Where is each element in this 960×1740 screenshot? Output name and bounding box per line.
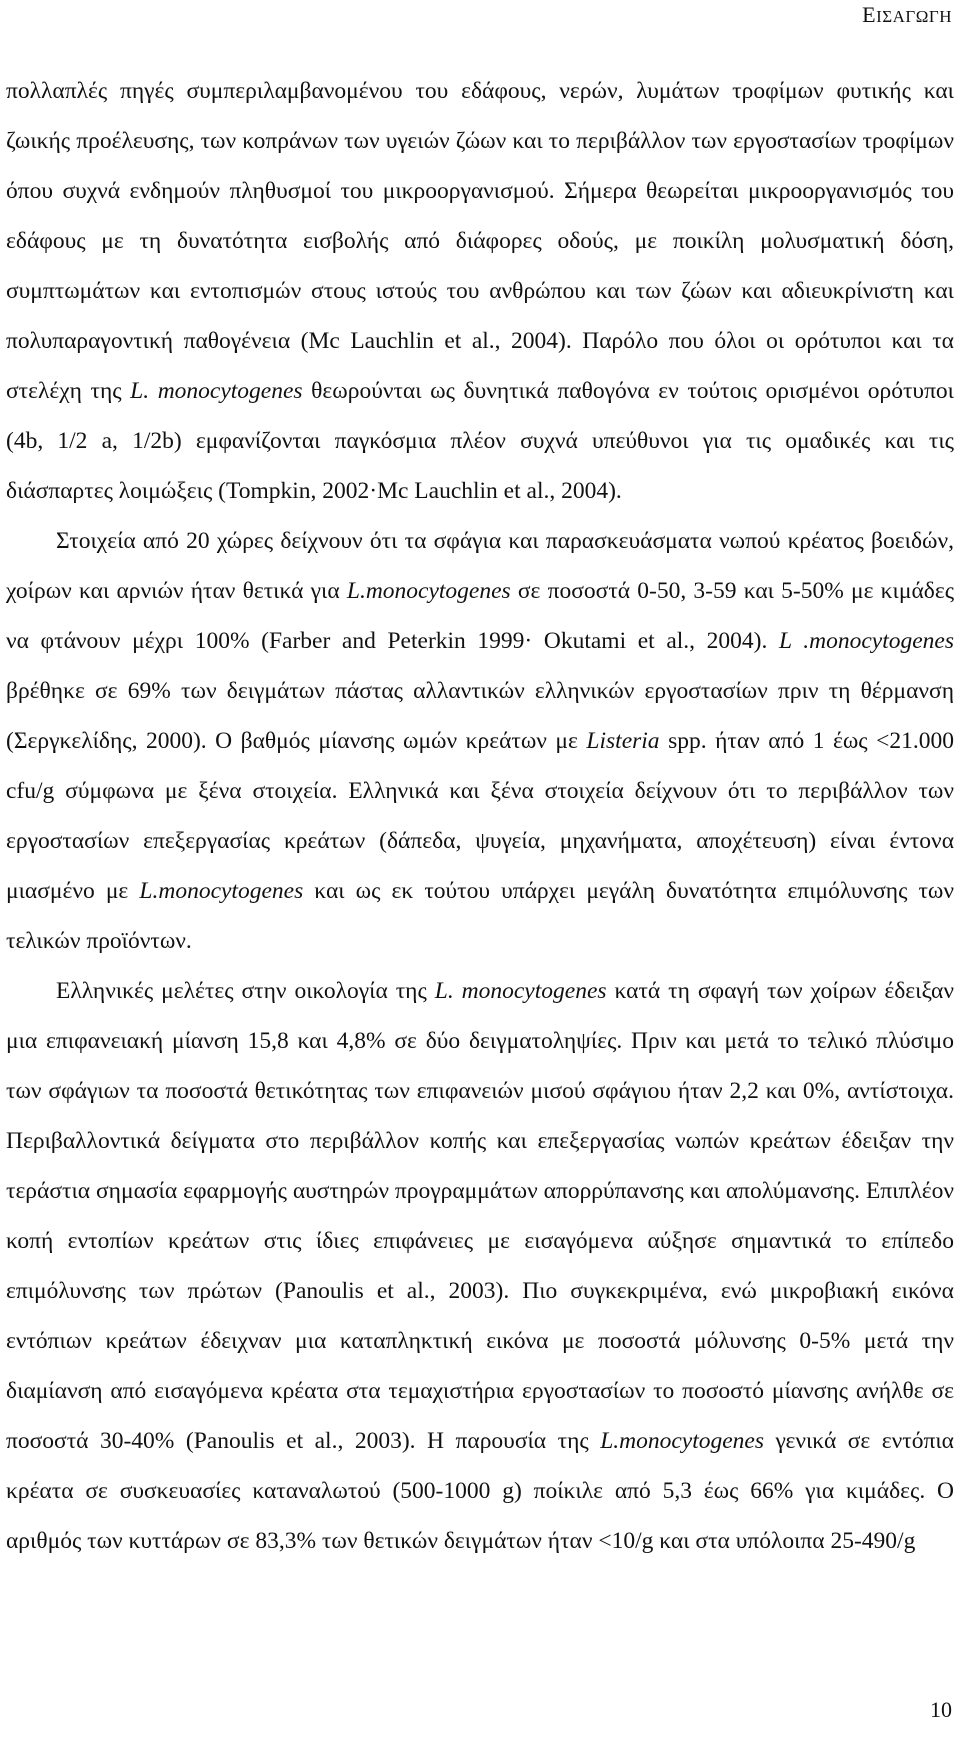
italic-term: L .monocytogenes: [778, 628, 954, 654]
italic-term: L.monocytogenes: [346, 578, 511, 604]
paragraph: [6, 66, 954, 516]
paragraph: [6, 966, 954, 1566]
text-run: σε ποσοστά 0-50, 3-59 και 5-50% με κιμάδες να φτάνουν μέχρι 100% (Farber and Peterkin 1999· Okutami et al., 2004).: [6, 578, 954, 654]
paragraph: [6, 516, 954, 966]
text-run: Στοιχεία από 20 χώρες δείχνουν ότι τα σφάγια και παρασκευάσματα νωπού κρέατος βοειδών, χοίρων και αρνιών ήταν θετικά για: [6, 528, 954, 604]
italic-term: L. monocytogenes: [434, 978, 607, 1004]
text-run: κατά τη σφαγή των χοίρων έδειξαν μια επιφανειακή μίανση 15,8 και 4,8% σε δύο δειγματοληψίες. Πριν και μετά το τελικό πλύσιμο των σφάγιων τα ποσοστά θετικότητας των επιφανειών μισού σφάγιου ήταν 2,2 και 0%, αντίστοιχα. Περιβαλλοντικά δείγματα στο περιβάλλον κοπής και επεξεργασίας νωπών κρεάτων έδειξαν την τεράστια σημασία εφαρμογής αυστηρών προγραμμάτων απορρύπανσης και απολύμανσης. Επιπλέον κοπή εντοπίων κρεάτων στις ίδιες επιφάνειες με εισαγόμενα αύξησε σημαντικά το επίπεδο επιμόλυνσης των πρώτων (Panoulis et al., 2003). Πιο συγκεκριμένα, ενώ μικροβιακή εικόνα εντόπιων κρεάτων έδειχναν μια καταπληκτική εικόνα με ποσοστά μόλυνσης 0-5% μετά την διαμίανση από εισαγόμενα κρέατα στα τεμαχιστήρια εργοστασίων το ποσοστό μίανσης ανήλθε σε ποσοστά 30-40% (Panoulis et al., 2003). Η παρουσία της: [6, 978, 954, 1454]
text-run: και ως εκ τούτου υπάρχει μεγάλη δυνατότητα επιμόλυνσης των τελικών προϊόντων.: [6, 878, 955, 954]
text-run: Ελληνικές μελέτες στην οικολογία της: [56, 978, 435, 1004]
running-header: [862, 2, 952, 28]
italic-term: Listeria: [586, 728, 660, 754]
text-run: θεωρούνται ως δυνητικά παθογόνα εν τούτοις ορισμένοι ορότυποι (4b, 1/2 a, 1/2b) εμφανίζονται παγκόσμια πλέον συχνά υπεύθυνοι για τις ομαδικές και τις διάσπαρτες λοιμώξεις (Tompkin, 2002·Mc Lauchlin et al., 2004).: [6, 378, 955, 504]
running-header-initial: Ε: [862, 2, 877, 27]
italic-term: L. monocytogenes: [130, 378, 303, 404]
text-run: spp. ήταν από 1 έως <21.000 cfu/g σύμφωνα με ξένα στοιχεία. Ελληνικά και ξένα στοιχεία δείχνουν ότι το περιβάλλον των εργοστασίων επεξεργασίας κρεάτων (δάπεδα, ψυγεία, μηχανήματα, αποχέτευση) είναι έντονα μιασμένο με: [6, 728, 955, 904]
text-run: βρέθηκε σε 69% των δειγμάτων πάστας αλλαντικών ελληνικών εργοστασίων πριν τη θέρμανση (Σεργκελίδης, 2000). Ο βαθμός μίανσης ωμών κρεάτων με: [6, 678, 954, 754]
italic-term: L.monocytogenes: [600, 1428, 764, 1454]
page-number: 10: [930, 1697, 952, 1722]
italic-term: L.monocytogenes: [139, 878, 304, 904]
text-run: γενικά σε εντόπια κρέατα σε συσκευασίες καταναλωτού (500-1000 g) ποίκιλε από 5,3 έως 66% για κιμάδες. Ο αριθμός των κυττάρων σε 83,3% των θετικών δειγμάτων ήταν <10/g και στα υπόλοιπα 25-490/g: [6, 1428, 954, 1554]
text-run: πολλαπλές πηγές συμπεριλαμβανομένου του εδάφους, νερών, λυμάτων τροφίμων φυτικής και ζωικής προέλευσης, των κοπράνων των υγειών ζώων και το περιβάλλον των εργοστασίων τροφίμων όπου συχνά ενδημούν πληθυσμοί του μικροοργανισμού. Σήμερα θεωρείται μικροοργανισμός του εδάφους με τη δυνατότητα εισβολής από διάφορες οδούς, με ποικίλη μολυσματική δόση, συμπτωμάτων και εντοπισμών στους ιστούς του ανθρώπου και των ζώων και αδιευκρίνιστη και πολυπαραγοντική παθογένεια (Mc Lauchlin et al., 2004). Παρόλο που όλοι οι ορότυποι και τα στελέχη της: [6, 78, 954, 404]
body-text: [6, 66, 954, 1566]
running-header-smallcaps: ΙΣΑΓΩΓΗ: [876, 7, 952, 26]
